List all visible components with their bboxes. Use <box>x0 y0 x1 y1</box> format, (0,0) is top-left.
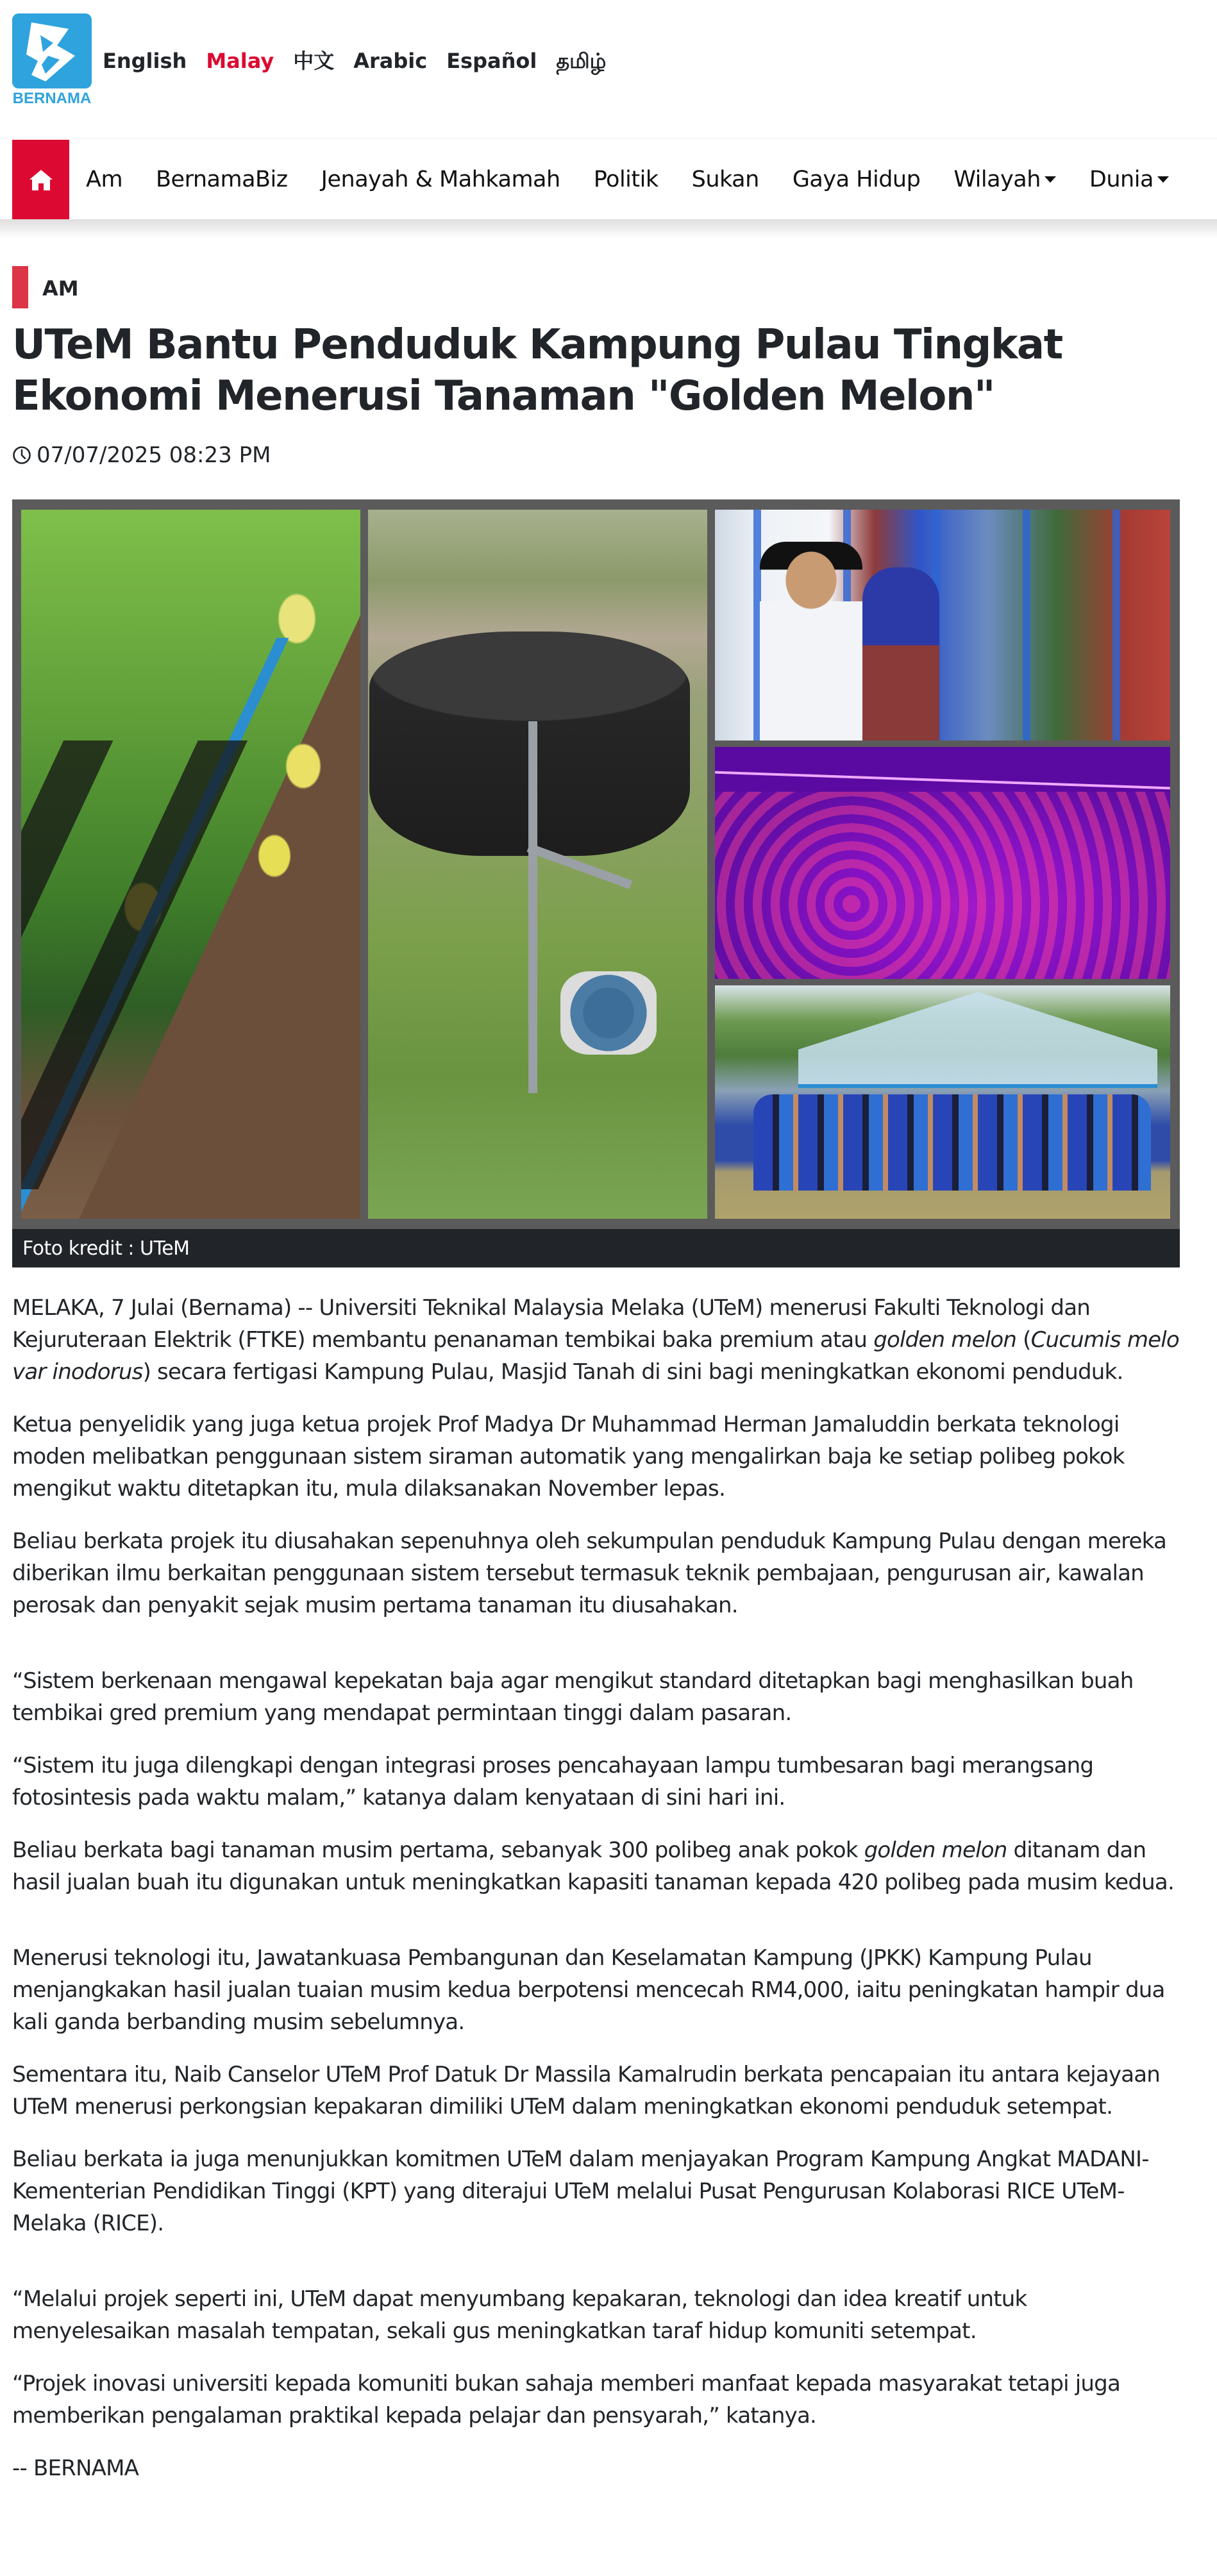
article-paragraph <box>12 1292 1179 1388</box>
article-paragraph: “Sistem berkenaan mengawal kepekatan baja agar mengikut standard ditetapkan bagi menghasilkan buah tembikai gred premium yang mendapat permintaan tinggi dalam pasaran. <box>12 1668 1134 1726</box>
article-paragraph: Ketua penyelidik yang juga ketua projek Prof Madya Dr Muhammad Herman Jamaluddin berkata teknologi moden melibatkan penggunaan sistem siraman automatik yang mengalirkan baja ke setiap polibeg pokok mengikut waktu ditetapkan itu, mula dilaksanakan November lepas. <box>12 1412 1125 1501</box>
article-paragraph: Beliau berkata projek itu diusahakan sepenuhnya oleh sekumpulan penduduk Kampung Pulau dengan mereka diberikan ilmu berkaitan penggunaan sistem tersebut termasuk teknik pembajaan, pengurusan air, kawalan perosak dan penyakit sejak musim pertama tanaman itu diusahakan. <box>12 1528 1166 1618</box>
nav-item-politik[interactable] <box>577 167 675 192</box>
nav-item-label: Jenayah & Mahkamah <box>321 166 560 192</box>
photo-detail <box>753 1094 1151 1191</box>
paragraph-text: ( <box>1016 1327 1031 1353</box>
photo-detail <box>560 971 657 1055</box>
photo-caption-text: Foto kredit : UTeM <box>22 1237 190 1260</box>
bernama-logo[interactable] <box>12 13 92 107</box>
article-paragraph: “Melalui projek seperti ini, UTeM dapat menyumbang kepakaran, teknologi dan idea kreatif untuk menyelesaikan masalah tempatan, sekali gus meningkatkan taraf hidup komuniti setempat. <box>12 2286 1027 2344</box>
article-paragraph <box>12 1834 1179 1898</box>
category-accent-bar <box>12 266 28 308</box>
photo-caption <box>12 1229 1180 1267</box>
nav-items <box>69 138 1186 220</box>
article-body <box>12 1292 1179 2505</box>
language-switcher <box>103 46 625 76</box>
article-dateline <box>12 442 271 468</box>
logo-b-icon <box>12 13 92 88</box>
main-nav <box>0 138 1217 219</box>
article-paragraph: Beliau berkata ia juga menunjukkan komitmen UTeM dalam menjayakan Program Kampung Angkat MADANI-Kementerian Pendidikan Tinggi (KPT) yang diterajui UTeM melalui Pusat Pengurusan Kolaborasi RICE UTeM-Melaka (RICE). <box>12 2146 1149 2236</box>
home-icon <box>29 169 53 191</box>
nav-item-bernamabiz[interactable] <box>139 167 305 192</box>
article-paragraph: “Projek inovasi universiti kepada komuniti bukan sahaja memberi manfaat kepada masyarakat tetapi juga memberikan pengalaman praktikal kepada pelajar dan pensyarah,” katanya. <box>12 2371 1120 2429</box>
caret-down-icon <box>1157 176 1169 183</box>
nav-shadow <box>0 219 1217 238</box>
clock-icon <box>12 446 31 465</box>
paragraph-text: ) secara fertigasi Kampung Pulau, Masjid Tanah di sini bagi meningkatkan ekonomi penduduk. <box>142 1359 1123 1385</box>
photo-detail <box>715 771 1170 790</box>
photo-detail <box>862 567 939 740</box>
nav-item-am[interactable] <box>69 167 139 192</box>
nav-item-label: Dunia <box>1089 166 1154 192</box>
photo-detail <box>798 992 1157 1088</box>
italic-term: golden melon <box>873 1327 1017 1353</box>
nav-item-label: Gaya Hidup <box>792 166 921 192</box>
photo-melon-plants <box>21 510 360 1219</box>
nav-item-wilayah[interactable] <box>937 167 1073 192</box>
photo-water-tank <box>368 510 707 1219</box>
photo-detail <box>760 542 862 740</box>
site-header <box>0 0 1217 135</box>
nav-item-sukan[interactable] <box>675 167 776 192</box>
lang-malay[interactable]: Malay <box>206 49 274 73</box>
category-tag[interactable] <box>12 266 79 308</box>
article-headline: UTeM Bantu Penduduk Kampung Pulau Tingkat Ekonomi Menerusi Tanaman "Golden Melon" <box>12 321 1062 420</box>
home-button[interactable] <box>12 140 69 220</box>
photo-collage-frame <box>12 499 1180 1229</box>
italic-term: Cucumis melo var inodorus <box>12 1327 1179 1385</box>
photo-detail <box>528 721 537 1093</box>
photo-officials-visit <box>715 510 1170 740</box>
photo-group-greenhouse <box>715 985 1170 1219</box>
nav-item-label: Politik <box>593 166 659 192</box>
nav-item-dunia[interactable] <box>1073 167 1186 192</box>
photo-detail <box>715 792 1170 979</box>
nav-item-label: BernamaBiz <box>156 166 288 192</box>
lang-espanol[interactable]: Español <box>446 49 537 73</box>
article-paragraph: Menerusi teknologi itu, Jawatankuasa Pembangunan dan Keselamatan Kampung (JPKK) Kampung Pulau menjangkakan hasil jualan tuaian musim kedua berpotensi mencecah RM4,000, iaitu peningkatan hampir dua kali ganda berbanding musim sebelumnya. <box>12 1945 1165 2035</box>
nav-item-jenayah-mahkamah[interactable] <box>305 167 577 192</box>
category-label: AM <box>42 276 79 301</box>
article-paragraph: “Sistem itu juga dilengkapi dengan integrasi proses pencahayaan lampu tumbesaran bagi merangsang fotosintesis pada waktu malam,” katanya dalam kenyataan di sini hari ini. <box>12 1753 1094 1811</box>
lang-tamil[interactable]: தமிழ் <box>556 49 607 73</box>
article-paragraph: -- BERNAMA <box>12 2455 139 2481</box>
caret-down-icon <box>1045 176 1056 183</box>
italic-term: golden melon <box>864 1837 1007 1863</box>
nav-item-gaya-hidup[interactable] <box>776 167 937 192</box>
article-datetime: 07/07/2025 08:23 PM <box>37 442 271 468</box>
paragraph-text: ditanam dan hasil jualan buah itu digunakan untuk meningkatkan kapasiti tanaman kepada 420 polibeg pada musim kedua. <box>12 1837 1174 1895</box>
nav-item-label: Am <box>86 166 123 192</box>
paragraph-text: MELAKA, 7 Julai (Bernama) -- Universiti Teknikal Malaysia Melaka (UTeM) menerusi Fakulti Teknologi dan Kejuruteraan Elektrik (FTKE) membantu penanaman tembikai baka premium atau <box>12 1295 1090 1353</box>
photo-grow-lights <box>715 747 1170 979</box>
article-photo <box>12 499 1180 1267</box>
lang-chinese[interactable]: 中文 <box>293 49 335 73</box>
lang-english[interactable]: English <box>103 49 187 73</box>
lang-arabic[interactable]: Arabic <box>353 49 428 73</box>
nav-item-label: Sukan <box>691 166 759 192</box>
nav-item-label: Wilayah <box>953 166 1041 192</box>
article-paragraph: Sementara itu, Naib Canselor UTeM Prof Datuk Dr Massila Kamalrudin berkata pencapaian itu antara kejayaan UTeM menerusi perkongsian kepakaran dimiliki UTeM dalam meningkatkan ekonomi penduduk setempat. <box>12 2062 1161 2120</box>
logo-wordmark: BERNAMA <box>12 90 92 107</box>
paragraph-text: Beliau berkata bagi tanaman musim pertama, sebanyak 300 polibeg anak pokok <box>12 1837 864 1863</box>
